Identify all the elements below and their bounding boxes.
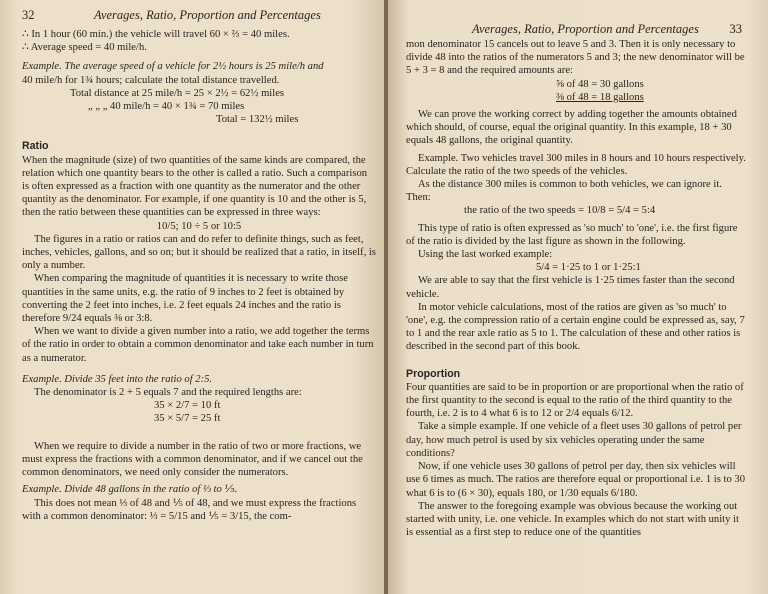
motor-paragraph: In motor vehicle calculations, most of the ratios are given as 'so much' to 'one', e.g. the compression ratio of a certain engine could be expressed as, say, 7 to 1 and the rear axle ratio as 5 to 1. The calculation of these and other ratios is described in the second part of this book. [406, 301, 745, 353]
example1-line-2: 40 mile/h for 1¾ hours; calculate the total distance travelled. [22, 74, 280, 86]
type-paragraph: This type of ratio is often expressed as 'so much' to 'one', i.e. the first figure of the ratio is divided by the last figure as shown in the following. [406, 222, 738, 247]
left-line-1: ∴ In 1 hour (60 min.) the vehicle will travel 60 × ⅔ = 40 miles. [22, 29, 290, 40]
amount-a: ⅝ of 48 = 30 gallons [556, 78, 644, 90]
example2-line: The denominator is 2 + 5 equals 7 and the required lengths are: [34, 387, 302, 399]
proportion-paragraph: Four quantities are said to be in proportion or are proportional when the ratio of the first quantity to the second is equal to the ratio of the third quantity to the fourth, i.e. 2 is to 4 what 6 is to 12 or 2/4 equals 6/12. [406, 381, 744, 420]
example2-result-a: 35 × 2/7 = 10 ft [154, 400, 221, 412]
right-page-number: 33 [729, 22, 742, 36]
using-result: 5/4 = 1·25 to 1 or 1·25:1 [536, 262, 641, 274]
able-paragraph: We are able to say that the first vehicle is 1·25 times faster than the second vehicle. [406, 275, 735, 300]
example3-paragraph: This does not mean ⅓ of 48 and ⅕ of 48, and we must express the fractions with a common denominator: ⅓ = 5/15 and ⅕ = 3/15, the com- [22, 497, 357, 522]
ratio-heading: Ratio [22, 140, 49, 153]
using-line: Using the last worked example: [418, 249, 553, 261]
example2-result-b: 35 × 5/7 = 25 ft [154, 413, 221, 425]
simple-paragraph: Take a simple example. If one vehicle of a fleet uses 30 gallons of petrol per day, how much petrol is used by six vehicles operating under the same conditions? [406, 421, 742, 459]
speeds-line: the ratio of the two speeds = 10/8 = 5/4 = 5:4 [464, 205, 656, 217]
distance-row-2: „ „ „ 40 mile/h = 40 × 1¾ = 70 miles [88, 101, 245, 113]
amount-b: ⅜ of 48 = 18 gallons [556, 91, 644, 103]
intro-paragraph: mon denominator 15 cancels out to leave 5 and 3. Then it is only necessary to divide 48 into the ratios of the numerators 5 and 3; the new denominator will be 5 + 3 = 8 and the required amounts are: [406, 39, 745, 77]
left-running-head: Averages, Ratio, Proportion and Percentages [94, 8, 321, 22]
ratio-ways: 10/5; 10 ÷ 5 or 10:5 [156, 220, 242, 232]
example1-line-1: Example. The average speed of a vehicle for 2½ hours is 25 mile/h and [22, 61, 324, 73]
now-paragraph: Now, if one vehicle uses 30 gallons of petrol per day, then six vehicles will use 6 times as much. The ratios are therefore equal or proportional i.e. 1 is to 30 what 6 is to (6 × 30), equals 180, or 1/30 equals 6/180. [406, 461, 745, 499]
left-page-number: 32 [22, 8, 35, 22]
comparing-paragraph: When comparing the magnitude of quantities it is necessary to write those quantities in the same units, e.g. the ratio of 9 inches to 2 feet is obtained by converting the 2 feet into inches, i.e. 2 feet equals 24 inches and the ratio is therefore 9/24 equals ⅜ or 3:8. [22, 273, 348, 325]
example3-title: Example. Divide 48 gallons in the ratio of ⅓ to ⅕. [22, 484, 238, 496]
distance-row-1: Total distance at 25 mile/h = 25 × 2½ = 62½ miles [70, 87, 285, 99]
ratio-paragraph: When the magnitude (size) of two quantities of the same kinds are compared, the relation which one quantity bears to the other is called a ratio. Such a comparison is often expressed as a fraction with one quantity as the numerator and the other quantity as the denominator. For example, if one quantity is 10 and the other is 5, then the ratio between these quantities can be expressed in three ways: [22, 154, 368, 219]
prove-paragraph: We can prove the working correct by adding together the amounts obtained which should, of course, equal the original quantity. In this example, 18 + 30 equals 48 gallons, the original quantity. [406, 109, 737, 147]
left-line-2: ∴ Average speed = 40 mile/h. [22, 42, 147, 54]
left-header [22, 6, 376, 24]
fractions-paragraph: When we require to divide a number in the ratio of two or more fractions, we must express the fractions with a common denominator, and if we cancel out the common denominators, we need only consider the numerators. [22, 440, 363, 479]
figures-paragraph: The figures in a ratio or ratios can and do refer to definite things, such as feet, inches, vehicles, gallons, and so on; but it should be realized that a ratio, in itself, is only a number. [22, 233, 376, 272]
right-header [406, 10, 746, 38]
right-page [388, 0, 768, 594]
example2-title: Example. Divide 35 feet into the ratio of 2:5. [22, 373, 213, 385]
right-running-head: Averages, Ratio, Proportion and Percentages [472, 22, 699, 36]
answer-paragraph: The answer to the foregoing example was obvious because the working out started with unity, i.e. one vehicle. In examples which do not start with unity it is essential as a first step to reduce one of the quantities [406, 500, 739, 539]
distance-total: Total = 132½ miles [216, 114, 299, 126]
proportion-heading: Proportion [406, 367, 461, 380]
divide-paragraph: When we want to divide a given number into a ratio, we add together the terms of the ratio in order to obtain a common denominator and take each number in turn as a numerator. [22, 326, 374, 364]
example4-paragraph: Example. Two vehicles travel 300 miles in 8 hours and 10 hours respectively. Calculate the ratio of the two speeds of the vehicles. [406, 152, 746, 177]
distance-paragraph: As the distance 300 miles is common to both vehicles, we can ignore it. Then: [406, 179, 722, 204]
